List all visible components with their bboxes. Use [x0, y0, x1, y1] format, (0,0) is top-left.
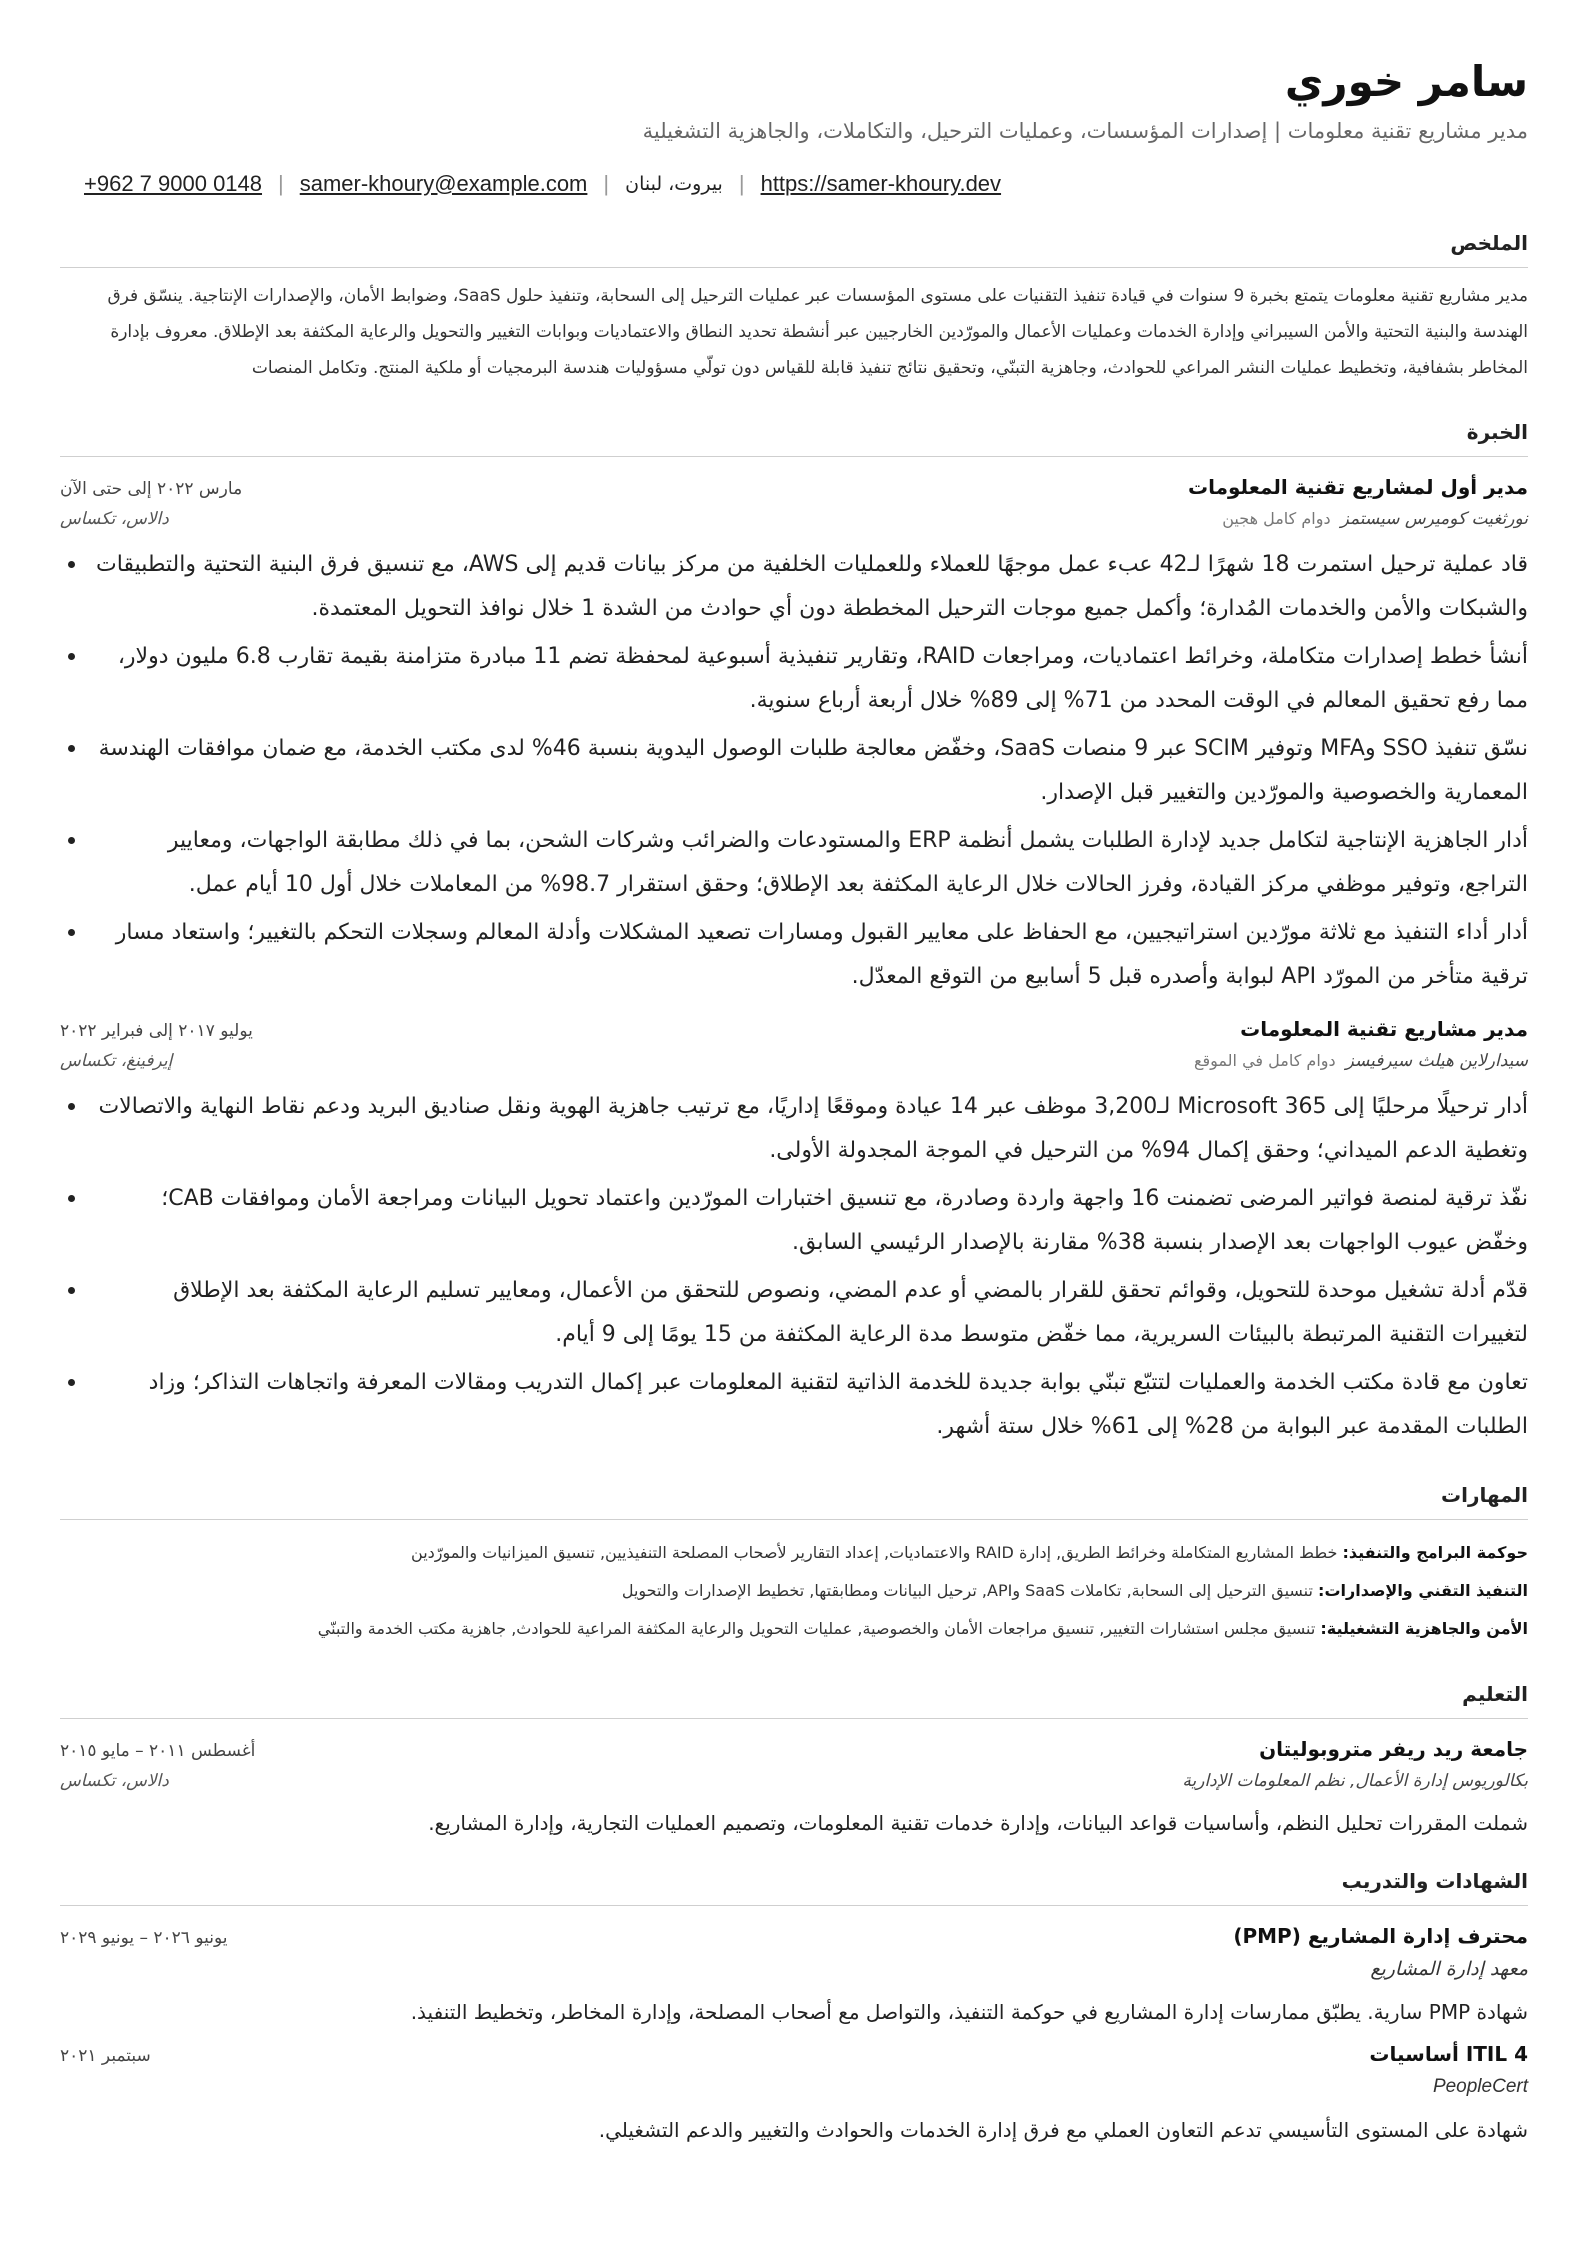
job-bullets: [60, 543, 1528, 999]
section-title-certifications: الشهادات والتدريب: [60, 1869, 1528, 1906]
certification-issuer: PeopleCert: [1432, 2075, 1528, 2097]
skill-category: التنفيذ التقني والإصدارات:: [1318, 1580, 1528, 1600]
job-title: مدير أول لمشاريع تقنية المعلومات: [1188, 474, 1528, 499]
location-text: بيروت، لبنان: [625, 172, 723, 195]
certification-description: شهادة على المستوى التأسيسي تدعم التعاون العملي مع فرق إدارة الخدمات والحوادث والتغيير والدعم التشغيلي.: [598, 2117, 1528, 2142]
list-item: قاد عملية ترحيل استمرت 18 شهرًا لـ42 عبء عمل موجهًا للعملاء وللعمليات الخلفية من مركز بيانات قديم إلى AWS، مع تنسيق فرق البنية التحتية والتطبيقات والشبكات والأمن والخدمات المُدارة؛ وأكمل جميع موجات الترحيل المخططة دون أي حوادث من الشدة 1 خلال نوافذ التحويل المعتمدة.: [60, 543, 1528, 631]
certification-dates: سبتمبر ٢٠٢١: [60, 2045, 151, 2066]
list-item: أدار أداء التنفيذ مع ثلاثة مورّدين استراتيجيين، مع الحفاظ على معايير القبول ومسارات تصعيد المشكلات وأدلة المعالم وسجلات التحكم بالتغيير؛ واستعاد مسار ترقية متأخر من المورّد API لبوابة وأصدره قبل 5 أسابيع من التوقع المعدّل.: [60, 911, 1528, 999]
certification-description: شهادة PMP سارية. يطبّق ممارسات إدارة المشاريع في حوكمة التنفيذ، والتواصل مع أصحاب المصلحة، وإدارة المخاطر، وتخطيط التنفيذ.: [410, 1999, 1528, 2024]
education-entry: [60, 1737, 1528, 1835]
phone-link[interactable]: +962 7 9000 0148: [84, 170, 263, 196]
job-dates: يوليو ٢٠١٧ إلى فبراير ٢٠٢٢: [60, 1020, 253, 1041]
certification-issuer: معهد إدارة المشاريع: [1370, 1957, 1528, 1980]
skill-list: خطط المشاريع المتكاملة وخرائط الطريق, إدارة RAID والاعتماديات, إعداد التقارير لأصحاب المصلحة التنفيذيين, تنسيق الميزانيات والمورّدين: [411, 1542, 1338, 1562]
resume-header: [60, 56, 1528, 197]
job-location: دالاس، تكساس: [60, 508, 169, 529]
skill-category: حوكمة البرامج والتنفيذ:: [1342, 1542, 1528, 1562]
experience-entry: [60, 1017, 1528, 1449]
certification-entry: [60, 2042, 1528, 2142]
skill-line: [60, 1572, 1528, 1610]
section-title-experience: الخبرة: [60, 420, 1528, 457]
job-location: إيرفينغ، تكساس: [60, 1050, 173, 1071]
company-name: [1194, 1051, 1528, 1071]
skill-line: [60, 1610, 1528, 1648]
email-link[interactable]: samer-khoury@example.com: [299, 170, 588, 196]
candidate-name: سامر خوري: [1284, 57, 1528, 106]
skill-category: الأمن والجاهزية التشغيلية:: [1320, 1618, 1528, 1638]
job-dates: مارس ٢٠٢٢ إلى حتى الآن: [60, 478, 243, 499]
certification-entry: [60, 1924, 1528, 2024]
list-item: قدّم أدلة تشغيل موحدة للتحويل، وقوائم تحقق للقرار بالمضي أو عدم المضي، ونصوص للتحقق من الأعمال، ومعايير تسليم الرعاية المكثفة بعد الإطلاق لتغييرات التقنية المرتبطة بالبيئات السريرية، مما خفّض متوسط مدة الرعاية المكثفة من 15 يومًا إلى 9 أيام.: [60, 1269, 1528, 1357]
certifications-section: [60, 1869, 1528, 2142]
section-title-education: التعليم: [60, 1682, 1528, 1719]
certification-name: محترف إدارة المشاريع (PMP): [1233, 1923, 1528, 1948]
contact-separator: |: [278, 170, 284, 196]
company-label: سيدارلاين هيلث سيرفيسز: [1345, 1050, 1528, 1071]
contact-separator: |: [603, 170, 610, 196]
contact-info: [60, 171, 1528, 197]
education-section: [60, 1682, 1528, 1835]
job-title: مدير مشاريع تقنية المعلومات: [1240, 1016, 1528, 1041]
job-bullets: [60, 1085, 1528, 1449]
candidate-tagline: مدير مشاريع تقنية معلومات | إصدارات المؤسسات، وعمليات الترحيل، والتكاملات، والجاهزية التشغيلية: [642, 118, 1528, 143]
employment-type: دوام كامل في الموقع: [1193, 1050, 1336, 1070]
skill-list: تنسيق مجلس استشارات التغيير, تنسيق مراجعات الأمان والخصوصية, عمليات التحويل والرعاية المكثفة المراعية للحوادث, جاهزية مكتب الخدمة والتبنّي: [317, 1618, 1316, 1638]
contact-separator: |: [738, 170, 745, 196]
certification-dates: يونيو ٢٠٢٦ – يونيو ٢٠٢٩: [60, 1927, 228, 1948]
education-description: شملت المقررات تحليل النظم، وأساسيات قواعد البيانات، وإدارة خدمات تقنية المعلومات، وتصميم العمليات التجارية، وإدارة المشاريع.: [428, 1810, 1528, 1835]
list-item: تعاون مع قادة مكتب الخدمة والعمليات لتتبّع تبنّي بوابة جديدة للخدمة الذاتية لتقنية المعلومات عبر إكمال التدريب ومقالات المعرفة واتجاهات التذاكر؛ وزاد الطلبات المقدمة عبر البوابة من 28% إلى 61% خلال ستة أشهر.: [60, 1361, 1528, 1449]
experience-section: [60, 420, 1528, 1449]
summary-section: [60, 231, 1528, 386]
experience-entry: [60, 475, 1528, 999]
company-label: نورثغيت كوميرس سيستمز: [1340, 508, 1528, 529]
skill-line: [60, 1534, 1528, 1572]
list-item: نفّذ ترقية لمنصة فواتير المرضى تضمنت 16 واجهة واردة وصادرة، مع تنسيق اختبارات المورّدين واعتماد تحويل البيانات ومراجعة الأمان وموافقات CAB؛ وخفّض عيوب الواجهات بعد الإصدار بنسبة 38% مقارنة بالإصدار الرئيسي السابق.: [60, 1177, 1528, 1265]
website-link[interactable]: https://samer-khoury.dev: [760, 170, 1002, 196]
school-name: جامعة ريد ريفر متروبوليتان: [1259, 1736, 1528, 1761]
certification-name: ITIL 4 أساسيات: [1369, 2041, 1528, 2066]
section-title-summary: الملخص: [60, 231, 1528, 268]
list-item: أنشأ خطط إصدارات متكاملة، وخرائط اعتماديات، ومراجعات RAID، وتقارير تنفيذية أسبوعية لمحفظة تضم 11 مبادرة متزامنة بقيمة تقارب 6.8 مليون دولار، مما رفع تحقيق المعالم في الوقت المحدد من 71% إلى 89% خلال أربعة أرباع سنوية.: [60, 635, 1528, 723]
summary-text: مدير مشاريع تقنية معلومات يتمتع بخبرة 9 سنوات في قيادة تنفيذ التقنيات على مستوى المؤسسات عبر عمليات الترحيل إلى السحابة، وتنفيذ حلول SaaS، وضوابط الأمان، والإصدارات الإنتاجية. ينسّق فرق الهندسة والبنية التحتية والأمن السيبراني وإدارة الخدمات وعمليات الأعمال والمورّدين الخارجيين عبر أنشطة تحديد النطاق والاعتماديات وبوابات التغيير والتحويل والرعاية المكثفة بعد الإطلاق. معروف بإدارة المخاطر بشفافية، وتخطيط عمليات النشر المراعي للحوادث، وجاهزية التبنّي، وتحقيق نتائج تنفيذ قابلة للقياس دون تولّي مسؤوليات هندسة البرمجيات أو ملكية المنتج. وتكامل المنصات: [107, 285, 1528, 378]
skills-section: [60, 1483, 1528, 1648]
education-location: دالاس، تكساس: [60, 1770, 169, 1791]
education-dates: أغسطس ٢٠١١ – مايو ٢٠١٥: [60, 1740, 256, 1761]
degree-name: بكالوريوس إدارة الأعمال, نظم المعلومات الإدارية: [1182, 1770, 1528, 1791]
list-item: نسّق تنفيذ SSO وMFA وتوفير SCIM عبر 9 منصات SaaS، وخفّض معالجة طلبات الوصول اليدوية بنسبة 46% لدى مكتب الخدمة، مع ضمان موافقات الهندسة المعمارية والخصوصية والمورّدين والتغيير قبل الإصدار.: [60, 727, 1528, 815]
skill-list: تنسيق الترحيل إلى السحابة, تكاملات SaaS وAPI, ترحيل البيانات ومطابقتها, تخطيط الإصدارات والتحويل: [621, 1580, 1313, 1600]
company-name: [1222, 509, 1528, 529]
list-item: أدار الجاهزية الإنتاجية لتكامل جديد لإدارة الطلبات يشمل أنظمة ERP والمستودعات والضرائب وشركات الشحن، بما في ذلك مطابقة الواجهات، ومعايير التراجع، وتوفير موظفي مركز القيادة، وفرز الحالات خلال الرعاية المكثفة بعد الإطلاق؛ وحقق استقرار 98.7% من المعاملات خلال أول 10 أيام عمل.: [60, 819, 1528, 907]
employment-type: دوام كامل هجين: [1222, 508, 1331, 528]
list-item: أدار ترحيلًا مرحليًا إلى Microsoft 365 لـ3,200 موظف عبر 14 عيادة وموقعًا إداريًا، مع ترتيب جاهزية الهوية ونقل صناديق البريد ودعم نقاط النهاية والاتصالات وتغطية الدعم الميداني؛ وحقق إكمال 94% من الترحيل في الموجة المجدولة الأولى.: [60, 1085, 1528, 1173]
section-title-skills: المهارات: [60, 1483, 1528, 1520]
